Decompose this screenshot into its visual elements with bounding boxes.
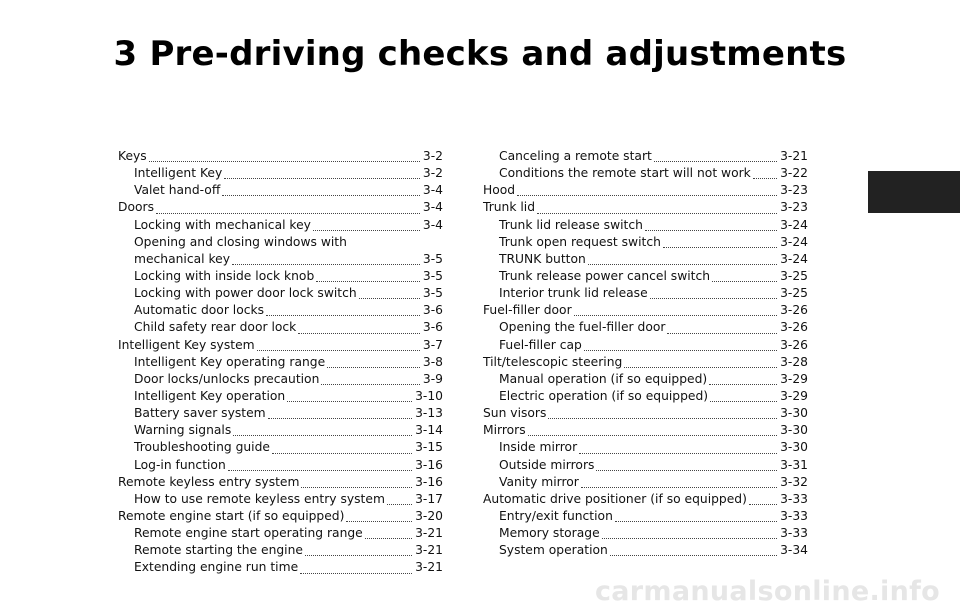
toc-page-number: 3-16 [415, 474, 443, 489]
toc-entry[interactable] [118, 559, 443, 576]
toc-entry-text: Sun visors [483, 406, 547, 421]
leader-dots [224, 178, 420, 179]
toc-entry[interactable] [483, 457, 808, 474]
toc-entry-text: Mirrors [483, 423, 526, 438]
toc-entry-text: Memory storage [499, 526, 600, 541]
leader-dots [228, 470, 412, 471]
toc-page-number: 3-26 [780, 337, 808, 352]
toc-page-number: 3-4 [422, 200, 443, 215]
leader-dots [663, 247, 777, 248]
leader-dots [517, 195, 777, 196]
toc-entry-text: Remote keyless entry system [118, 474, 300, 489]
toc-entry[interactable] [118, 422, 443, 439]
leader-dots [301, 487, 412, 488]
toc-page-number: 3-30 [780, 440, 808, 455]
toc-entry[interactable] [483, 542, 808, 559]
toc-page-number: 3-28 [780, 354, 808, 369]
toc-entry[interactable] [483, 319, 808, 336]
toc-entry[interactable] [118, 439, 443, 456]
toc-entry-text: Child safety rear door lock [134, 320, 297, 335]
leader-dots [232, 264, 420, 265]
toc-entry-text: Automatic drive positioner (if so equipped) [483, 491, 747, 506]
toc-entry[interactable] [483, 251, 808, 268]
leader-dots [257, 350, 420, 351]
leader-dots [667, 333, 777, 334]
leader-dots [645, 230, 777, 231]
leader-dots [233, 435, 412, 436]
leader-dots [654, 161, 777, 162]
toc-entry-text: Tilt/telescopic steering [483, 354, 623, 369]
toc-entry[interactable] [118, 165, 443, 182]
toc-entry[interactable] [483, 474, 808, 491]
toc-entry-text: Locking with mechanical key [134, 217, 311, 232]
leader-dots [149, 161, 420, 162]
toc-entry[interactable] [483, 148, 808, 165]
toc-entry-text: Interior trunk lid release [499, 286, 648, 301]
leader-dots [584, 350, 777, 351]
toc-entry-text: How to use remote keyless entry system [134, 491, 385, 506]
toc-entry[interactable] [483, 268, 808, 285]
toc-entry-text: Opening and closing windows with [134, 234, 347, 249]
page-title: 3 Pre-driving checks and adjustments [113, 34, 847, 74]
toc-entry[interactable] [118, 354, 443, 371]
toc-entry[interactable] [118, 525, 443, 542]
leader-dots [327, 367, 420, 368]
toc-entry[interactable] [118, 251, 443, 268]
toc-entry[interactable] [483, 491, 808, 508]
leader-dots [753, 178, 777, 179]
leader-dots [548, 418, 777, 419]
toc-entry[interactable] [483, 354, 808, 371]
leader-dots [222, 195, 420, 196]
leader-dots [650, 298, 777, 299]
toc-page-number: 3-7 [422, 337, 443, 352]
toc-entry-text: Inside mirror [499, 440, 578, 455]
leader-dots [287, 401, 412, 402]
toc-page-number: 3-25 [780, 286, 808, 301]
toc-page-number: 3-26 [780, 320, 808, 335]
toc-page-number: 3-2 [422, 148, 443, 163]
toc-entry[interactable] [483, 508, 808, 525]
toc-entry-text: Electric operation (if so equipped) [499, 388, 709, 403]
toc-entry[interactable] [118, 474, 443, 491]
toc-entry[interactable] [118, 337, 443, 354]
toc-entry[interactable] [483, 405, 808, 422]
toc-right-column [483, 148, 808, 559]
toc-entry[interactable] [483, 302, 808, 319]
toc-entry[interactable] [118, 405, 443, 422]
leader-dots [316, 281, 420, 282]
toc-page-number: 3-5 [422, 268, 443, 283]
leader-dots [710, 401, 777, 402]
toc-entry[interactable] [118, 182, 443, 199]
toc-page-number: 3-30 [780, 423, 808, 438]
toc-page-number: 3-21 [780, 148, 808, 163]
toc-entry[interactable] [118, 491, 443, 508]
chapter-tab [868, 171, 960, 213]
toc-page-number: 3-5 [422, 286, 443, 301]
toc-page-number: 3-8 [422, 354, 443, 369]
toc-entry-text: Remote engine start (if so equipped) [118, 508, 345, 523]
leader-dots [588, 264, 777, 265]
leader-dots [266, 315, 420, 316]
toc-entry-text: Entry/exit function [499, 508, 613, 523]
leader-dots [346, 521, 412, 522]
toc-entry-text: Trunk lid [483, 200, 536, 215]
toc-page-number: 3-32 [780, 474, 808, 489]
leader-dots [596, 470, 777, 471]
toc-entry-text: Intelligent Key operating range [134, 354, 326, 369]
toc-entry-text: Door locks/unlocks precaution [134, 371, 320, 386]
toc-page-number: 3-24 [780, 234, 808, 249]
toc-entry-text: Extending engine run time [134, 560, 299, 575]
leader-dots [305, 555, 412, 556]
toc-entry[interactable] [118, 199, 443, 216]
toc-page-number: 3-24 [780, 217, 808, 232]
watermark: carmanualsonline.info [594, 576, 940, 607]
toc-entry-text: Canceling a remote start [499, 148, 652, 163]
leader-dots [615, 521, 777, 522]
toc-entry-text: System operation [499, 543, 608, 558]
toc-entry[interactable] [118, 217, 443, 234]
toc-entry[interactable] [483, 234, 808, 251]
leader-dots [602, 538, 777, 539]
toc-page-number: 3-23 [780, 200, 808, 215]
toc-entry-text: Conditions the remote start will not work [499, 166, 751, 181]
toc-entry-text: TRUNK button [499, 251, 586, 266]
leader-dots [321, 384, 420, 385]
toc-page-number: 3-24 [780, 251, 808, 266]
toc-page-number: 3-13 [415, 406, 443, 421]
toc-page-number: 3-30 [780, 406, 808, 421]
leader-dots [537, 213, 777, 214]
toc-page-number: 3-16 [415, 457, 443, 472]
toc-entry-text: Fuel-filler cap [499, 337, 582, 352]
leader-dots [387, 504, 412, 505]
toc-page-number: 3-31 [780, 457, 808, 472]
toc-page-number: 3-25 [780, 268, 808, 283]
toc-entry-text: Troubleshooting guide [134, 440, 270, 455]
toc-entry[interactable] [483, 439, 808, 456]
toc-page-number: 3-6 [422, 303, 443, 318]
toc-entry-text: Vanity mirror [499, 474, 579, 489]
toc-entry[interactable] [483, 337, 808, 354]
toc-entry-text: Manual operation (if so equipped) [499, 371, 708, 386]
toc-entry-text: Remote starting the engine [134, 543, 303, 558]
leader-dots [268, 418, 412, 419]
toc-entry-text: Battery saver system [134, 406, 266, 421]
toc-entry[interactable] [118, 148, 443, 165]
toc-page-number: 3-22 [780, 166, 808, 181]
toc-entry[interactable] [118, 457, 443, 474]
toc-page-number: 3-14 [415, 423, 443, 438]
leader-dots [272, 453, 412, 454]
toc-entry[interactable] [483, 388, 808, 405]
leader-dots [579, 453, 777, 454]
leader-dots [528, 435, 777, 436]
toc-page-number: 3-17 [415, 491, 443, 506]
toc-entry[interactable] [483, 217, 808, 234]
toc-page-number: 3-9 [422, 371, 443, 386]
toc-left-column [118, 148, 443, 577]
toc-entry[interactable] [118, 371, 443, 388]
toc-page-number: 3-15 [415, 440, 443, 455]
leader-dots [749, 504, 777, 505]
toc-page-number: 3-33 [780, 491, 808, 506]
leader-dots [712, 281, 777, 282]
leader-dots [298, 333, 420, 334]
toc-page-number: 3-4 [422, 183, 443, 198]
toc-entry[interactable] [118, 285, 443, 302]
toc-entry[interactable] [118, 508, 443, 525]
toc-entry-text: Trunk lid release switch [499, 217, 643, 232]
toc-entry[interactable] [118, 319, 443, 336]
leader-dots [300, 573, 412, 574]
leader-dots [156, 213, 420, 214]
toc-page-number: 3-34 [780, 543, 808, 558]
toc-entry[interactable] [483, 371, 808, 388]
toc-entry[interactable] [118, 302, 443, 319]
toc-entry-text: Locking with power door lock switch [134, 286, 357, 301]
toc-entry-text-continued: mechanical key [134, 251, 230, 266]
toc-entry[interactable] [483, 182, 808, 199]
toc-entry[interactable] [118, 268, 443, 285]
toc-page-number: 3-10 [415, 388, 443, 403]
toc-entry-text: Intelligent Key [134, 166, 223, 181]
toc-entry-text: Trunk release power cancel switch [499, 268, 711, 283]
toc-entry-text: Intelligent Key system [118, 337, 255, 352]
toc-entry[interactable] [483, 422, 808, 439]
toc-page-number: 3-5 [422, 251, 443, 266]
toc-entry-text: Warning signals [134, 423, 232, 438]
toc-entry[interactable] [483, 199, 808, 216]
toc-entry-text: Outside mirrors [499, 457, 595, 472]
toc-page-number: 3-26 [780, 303, 808, 318]
toc-page-number: 3-29 [780, 371, 808, 386]
toc-entry[interactable] [483, 285, 808, 302]
leader-dots [313, 230, 420, 231]
toc-entry-line [118, 234, 443, 251]
leader-dots [365, 538, 412, 539]
toc-entry-text: Remote engine start operating range [134, 526, 363, 541]
toc-page-number: 3-6 [422, 320, 443, 335]
toc-entry-text: Automatic door locks [134, 303, 265, 318]
toc-page-number: 3-4 [422, 217, 443, 232]
leader-dots [574, 315, 777, 316]
toc-entry-text: Fuel-filler door [483, 303, 572, 318]
toc-entry-text: Hood [483, 183, 516, 198]
toc-page-number: 3-33 [780, 508, 808, 523]
toc-page-number: 3-23 [780, 183, 808, 198]
leader-dots [581, 487, 777, 488]
toc-entry-text: Locking with inside lock knob [134, 268, 315, 283]
leader-dots [359, 298, 420, 299]
toc-page-number: 3-21 [415, 560, 443, 575]
leader-dots [709, 384, 777, 385]
toc-entry-text: Doors [118, 200, 154, 215]
toc-entry-text: Trunk open request switch [499, 234, 661, 249]
toc-entry[interactable] [483, 165, 808, 182]
toc-entry[interactable] [118, 388, 443, 405]
toc-entry[interactable] [118, 542, 443, 559]
toc-entry-text: Keys [118, 148, 147, 163]
toc-page-number: 3-21 [415, 526, 443, 541]
toc-page-number: 3-33 [780, 526, 808, 541]
toc-entry[interactable] [483, 525, 808, 542]
toc-entry-text: Opening the fuel-filler door [499, 320, 666, 335]
toc-page-number: 3-2 [422, 166, 443, 181]
toc-entry-text: Valet hand-off [134, 183, 221, 198]
toc-entry-text: Log-in function [134, 457, 226, 472]
toc-entry-text: Intelligent Key operation [134, 388, 286, 403]
toc-page-number: 3-29 [780, 388, 808, 403]
toc-page-number: 3-20 [415, 508, 443, 523]
leader-dots [624, 367, 777, 368]
leader-dots [610, 555, 777, 556]
toc-page-number: 3-21 [415, 543, 443, 558]
